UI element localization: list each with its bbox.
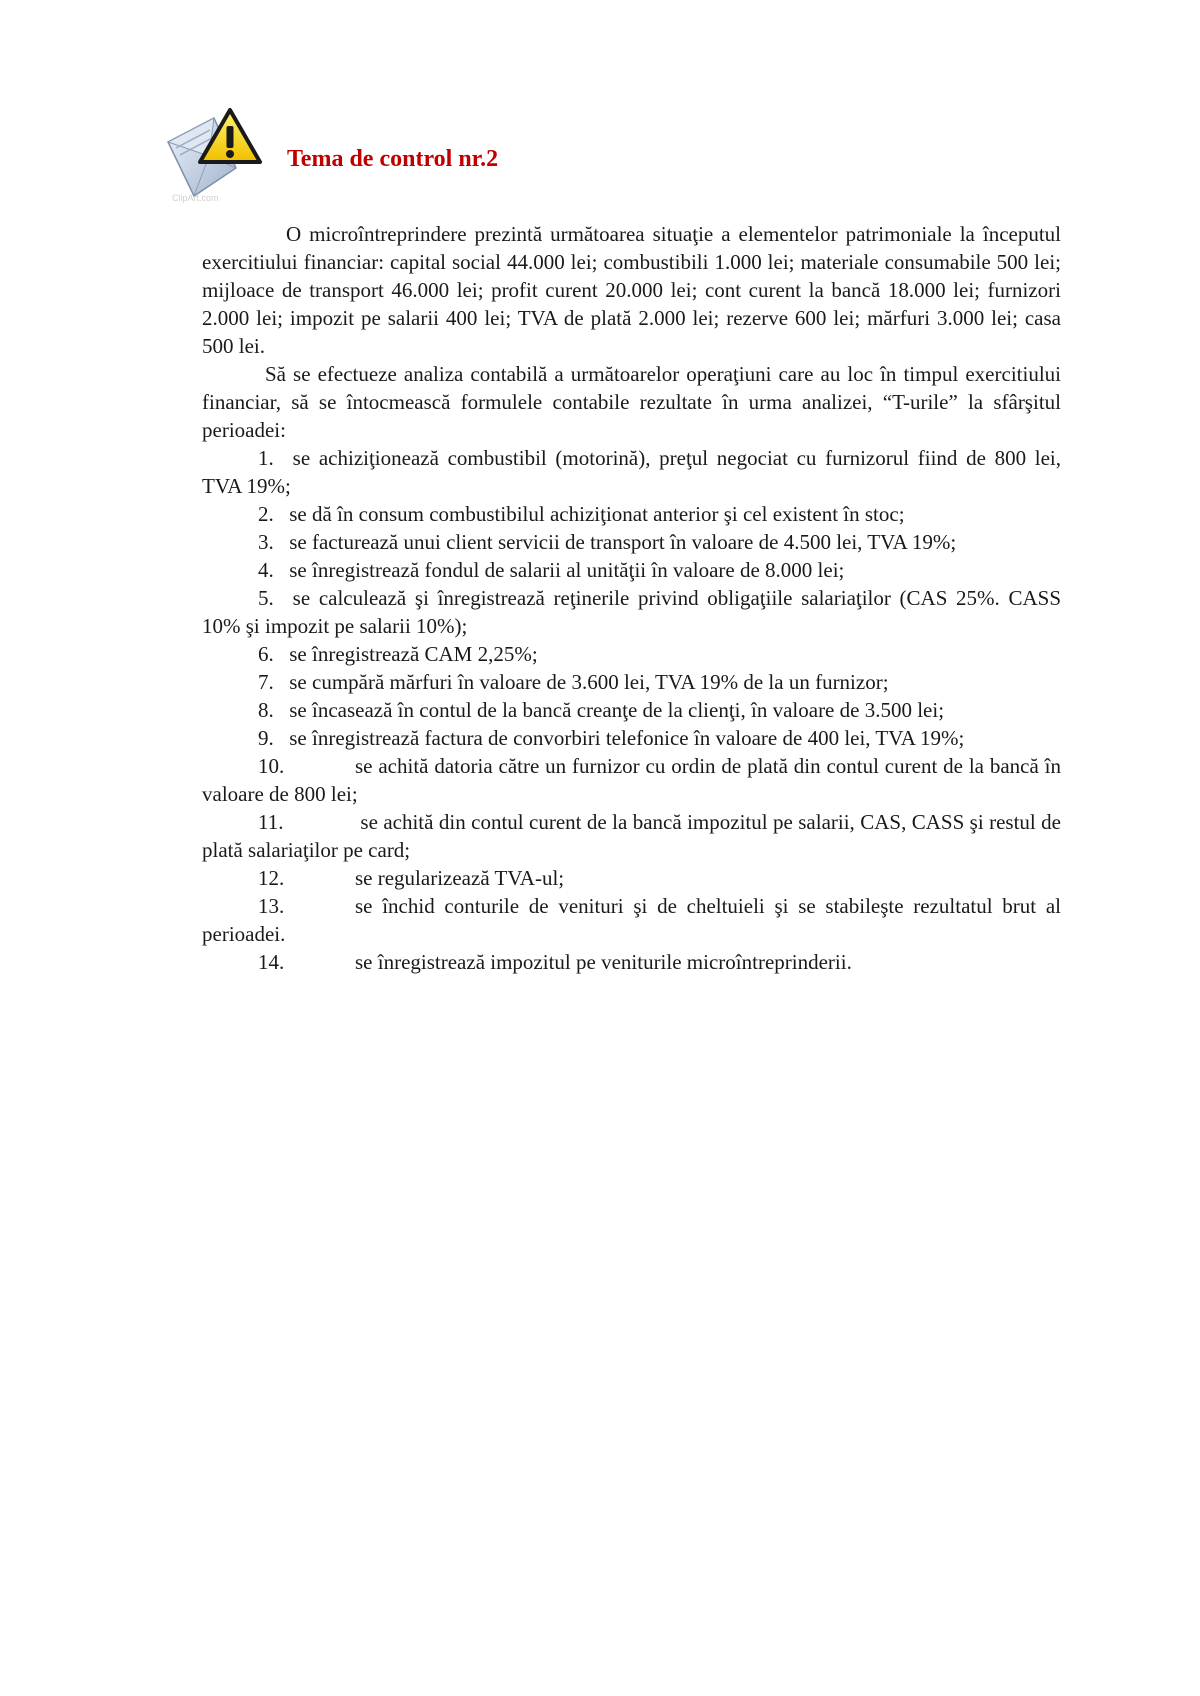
item-number: 2. xyxy=(258,502,274,526)
item-number: 6. xyxy=(258,642,274,666)
item-text: se achită din contul curent de la bancă impozitul pe salarii, CAS, CASS şi restul de plată salariaţilor pe card; xyxy=(202,810,1061,862)
list-item xyxy=(202,892,1061,948)
item-number: 11. xyxy=(258,810,284,834)
mail-warning-icon xyxy=(164,104,266,204)
item-number: 12. xyxy=(258,866,285,890)
list-item xyxy=(202,528,1061,556)
item-number: 8. xyxy=(258,698,274,722)
item-text: se cumpără mărfuri în valoare de 3.600 lei, TVA 19% de la un furnizor; xyxy=(289,670,889,694)
list-item xyxy=(202,724,1061,752)
item-number: 10. xyxy=(258,754,285,778)
list-item xyxy=(202,584,1061,640)
item-text: se dă în consum combustibilul achiziţionat anterior şi cel existent în stoc; xyxy=(289,502,905,526)
item-text: se înregistrează fondul de salarii al unităţii în valoare de 8.000 lei; xyxy=(289,558,845,582)
list-item xyxy=(202,752,1061,808)
list-item xyxy=(202,444,1061,500)
list-item xyxy=(202,696,1061,724)
item-number: 14. xyxy=(258,950,285,974)
item-number: 4. xyxy=(258,558,274,582)
list-item xyxy=(202,500,1061,528)
item-text: se închid conturile de venituri şi de cheltuieli şi se stabileşte rezultatul brut al perioadei. xyxy=(202,894,1061,946)
intro-paragraph: O microîntreprindere prezintă următoarea situaţie a elementelor patrimoniale la începutul exercitiului financiar: capital social 44.000 lei; combustibili 1.000 lei; materiale consumabile 500 lei; mijloace de transport 46.000 lei; profit curent 20.000 lei; cont curent la bancă 18.000 lei; furnizori 2.000 lei; impozit pe salarii 400 lei; TVA de plată 2.000 lei; rezerve 600 lei; mărfuri 3.000 lei; casa 500 lei. xyxy=(202,222,1061,358)
item-text: se încasează în contul de la bancă creanţe de la clienţi, în valoare de 3.500 lei; xyxy=(289,698,945,722)
task-paragraph: Să se efectueze analiza contabilă a următoarelor operaţiuni care au loc în timpul exercitiului financiar, să se întocmească formulele contabile rezultate în urma analizei, “T-urile” la sfârşitul perioadei: xyxy=(202,362,1061,442)
item-text: se achiziţionează combustibil (motorină), preţul negociat cu furnizorul fiind de 800 lei, TVA 19%; xyxy=(202,446,1061,498)
list-item xyxy=(202,640,1061,668)
list-item xyxy=(202,808,1061,864)
item-text: se achită datoria către un furnizor cu ordin de plată din contul curent de la bancă în valoare de 800 lei; xyxy=(202,754,1061,806)
operations-list xyxy=(202,444,1061,976)
document-body xyxy=(202,220,1061,976)
item-text: se înregistrează impozitul pe veniturile microîntreprinderii. xyxy=(355,950,852,974)
item-number: 9. xyxy=(258,726,274,750)
item-number: 3. xyxy=(258,530,274,554)
item-text: se înregistrează factura de convorbiri telefonice în valoare de 400 lei, TVA 19%; xyxy=(289,726,965,750)
watermark-text: ClipArt.com xyxy=(172,193,219,203)
list-item xyxy=(202,556,1061,584)
item-text: se înregistrează CAM 2,25%; xyxy=(289,642,538,666)
list-item xyxy=(202,948,1061,976)
item-text: se calculează şi înregistrează reţinerile privind obligaţiile salariaţilor (CAS 25%. CASS 10% şi impozit pe salarii 10%); xyxy=(202,586,1061,638)
item-number: 5. xyxy=(258,586,274,610)
item-text: se regularizează TVA-ul; xyxy=(355,866,565,890)
list-item xyxy=(202,864,1061,892)
item-number: 13. xyxy=(258,894,285,918)
page-title: Tema de control nr.2 xyxy=(287,146,499,172)
item-number: 1. xyxy=(258,446,274,470)
list-item xyxy=(202,668,1061,696)
item-text: se facturează unui client servicii de transport în valoare de 4.500 lei, TVA 19%; xyxy=(289,530,957,554)
item-number: 7. xyxy=(258,670,274,694)
